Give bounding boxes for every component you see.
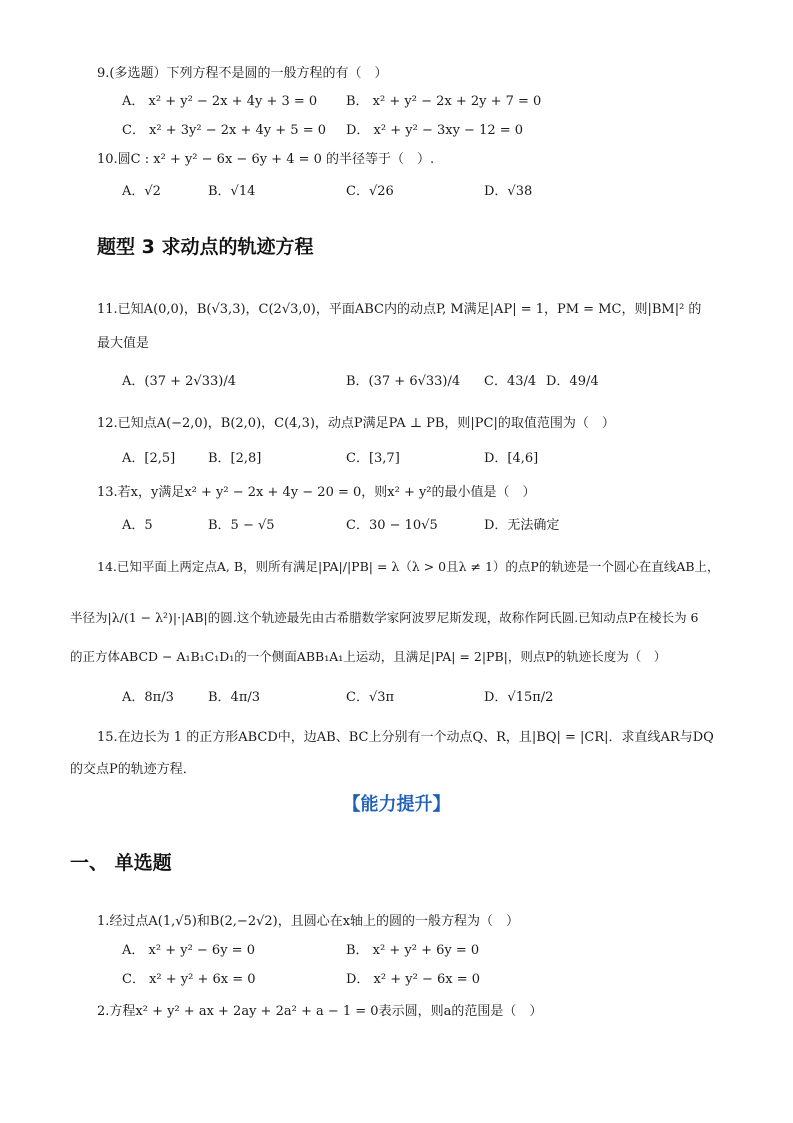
q12-option-b: B．[2,8]	[208, 451, 262, 466]
q14-option-d: D．√15π/2	[484, 690, 554, 705]
p2-stem: 2.方程x² + y² + ax + 2ay + 2a² + a − 1 = 0表示圆，则a的范围是（ ）	[97, 1004, 543, 1019]
q10-option-b: B．√14	[208, 184, 256, 199]
q9-stem: 9.(多选题）下列方程不是圆的一般方程的有（ ）	[97, 66, 388, 81]
q9-option-c: C． x² + 3y² − 2x + 4y + 5 = 0	[122, 123, 326, 138]
q14-option-c: C．√3π	[346, 690, 395, 705]
q13-stem: 13.若x，y满足x² + y² − 2x + 4y − 20 = 0，则x² + y²的最小值是（ ）	[97, 485, 536, 500]
q11-option-a: A．(37 + 2√33)/4	[122, 374, 236, 389]
q10-option-d: D．√38	[484, 184, 533, 199]
q9-option-b: B． x² + y² − 2x + 2y + 7 = 0	[346, 94, 542, 109]
q11-option-d: D．49/4	[546, 374, 599, 389]
q12-option-a: A．[2,5]	[122, 451, 176, 466]
q15-line-2: 的交点P的轨迹方程．	[70, 762, 196, 777]
q13-option-a: A．5	[122, 518, 153, 533]
q10-stem: 10.圆C : x² + y² − 6x − 6y + 4 = 0 的半径等于（ ）.	[97, 152, 435, 167]
p1-option-b: B． x² + y² + 6y = 0	[346, 943, 480, 958]
q14-option-b: B．4π/3	[208, 690, 261, 705]
q15-line-1: 15.在边长为 1 的正方形ABCD中，边AB、BC上分别有一个动点Q、R，且|BQ| = |CR|．求直线AR与DQ	[97, 730, 714, 745]
q14-option-a: A．8π/3	[122, 690, 174, 705]
q13-option-b: B．5 − √5	[208, 518, 275, 533]
q9-option-d: D． x² + y² − 3xy − 12 = 0	[346, 123, 524, 138]
section-heading-type3: 题型 3 求动点的轨迹方程	[97, 236, 314, 258]
q12-option-c: C．[3,7]	[346, 451, 400, 466]
q14-line-3: 的正方体ABCD − A₁B₁C₁D₁的一个侧面ABB₁A₁上运动，且满足|PA| = 2|PB|，则点P的轨迹长度为（ ）	[70, 649, 667, 664]
q13-option-d: D．无法确定	[484, 518, 560, 533]
ability-improvement-heading: 【能力提升】	[342, 794, 451, 815]
q14-line-1: 14.已知平面上两定点A, B，则所有满足|PA|/|PB| = λ（λ > 0且λ ≠ 1）的点P的轨迹是一个圆心在直线AB上，	[97, 559, 720, 574]
q11-stem: 11.已知A(0,0)，B(√3,3)，C(2√3,0)，平面ABC内的动点P, M满足|AP| = 1，PM = MC，则|BM|² 的	[97, 302, 702, 317]
q13-option-c: C．30 − 10√5	[346, 518, 438, 533]
q11-stem-cont: 最大值是	[97, 336, 150, 351]
q12-option-d: D．[4,6]	[484, 451, 539, 466]
p1-option-c: C． x² + y² + 6x = 0	[122, 972, 256, 987]
p1-option-a: A． x² + y² − 6y = 0	[122, 943, 255, 958]
section-heading-single-choice: 一、 单选题	[70, 852, 172, 874]
q12-stem: 12.已知点A(−2,0)，B(2,0)，C(4,3)，动点P满足PA ⊥ PB，则|PC|的取值范围为（ ）	[97, 416, 615, 431]
q9-option-a: A． x² + y² − 2x + 4y + 3 = 0	[122, 94, 318, 109]
p1-stem: 1.经过点A(1,√5)和B(2,−2√2)，且圆心在x轴上的圆的一般方程为（ ）	[97, 914, 520, 929]
q11-option-c: C．43/4	[484, 374, 537, 389]
q11-option-b: B．(37 + 6√33)/4	[346, 374, 461, 389]
p1-option-d: D． x² + y² − 6x = 0	[346, 972, 480, 987]
q10-option-c: C．√26	[346, 184, 394, 199]
q10-option-a: A．√2	[122, 184, 161, 199]
q14-line-2: 半径为|λ/(1 − λ²)|·|AB|的圆.这个轨迹最先由古希腊数学家阿波罗尼斯发现，故称作阿氏圆.已知动点P在棱长为 6	[70, 610, 699, 625]
